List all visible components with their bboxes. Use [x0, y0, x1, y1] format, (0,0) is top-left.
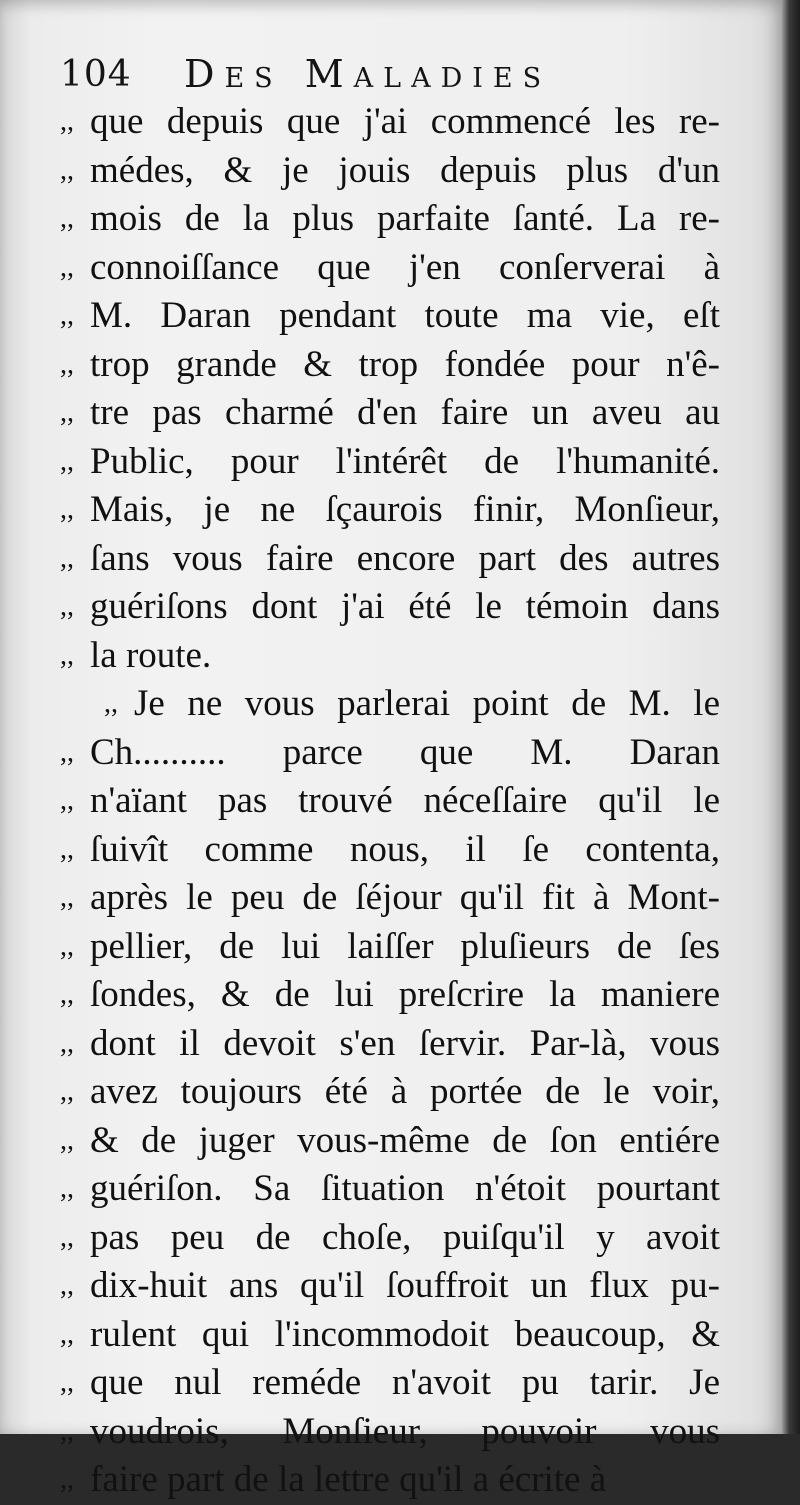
quotation-mark: ,,: [60, 300, 74, 331]
line-text: tre pas charmé d'en faire un aveu au: [90, 392, 720, 433]
line-text: dont il devoit s'en ſervir. Par-là, vous: [90, 1022, 720, 1064]
text-line: [60, 1117, 720, 1166]
quotation-mark: ,,: [60, 154, 74, 186]
line-text: guériſon. Sa ſituation n'étoit pourtant: [90, 1168, 720, 1209]
quotation-mark: ,,: [60, 397, 74, 428]
quotation-mark: ,,: [60, 882, 74, 913]
line-text: dix-huit ans qu'il ſouffroit un flux pu-: [90, 1265, 720, 1306]
line-text: que depuis que j'ai commencé les re-: [90, 101, 720, 142]
quotation-mark: ,,: [60, 1318, 74, 1350]
text-line: [60, 1214, 720, 1263]
text-line: [60, 1262, 720, 1311]
line-text: Mais, je ne ſçaurois finir, Monſieur,: [90, 489, 720, 530]
quotation-mark: ,,: [60, 542, 74, 574]
line-text: la route.: [90, 634, 212, 676]
quotation-mark: ,,: [104, 688, 118, 719]
text-line: [60, 680, 720, 729]
line-text: pas peu de choſe, puiſqu'il y avoit: [90, 1216, 720, 1258]
quotation-mark: ,,: [60, 251, 74, 283]
line-text: & de juger vous-même de ſon entiére: [90, 1119, 720, 1161]
quotation-mark: ,,: [60, 1221, 74, 1253]
quotation-mark: ,,: [60, 639, 74, 671]
text-line: [60, 292, 720, 341]
body-text: [60, 98, 720, 1505]
quotation-mark: ,,: [60, 1270, 74, 1301]
line-text: après le peu de ſéjour qu'il fit à Mont-: [90, 877, 720, 918]
quotation-mark: ,,: [60, 203, 74, 234]
text-line: [60, 632, 720, 681]
line-text: mois de la plus parfaite ſanté. La re-: [90, 198, 720, 239]
text-line: [60, 826, 720, 875]
quotation-mark: ,,: [60, 833, 74, 865]
text-line: [60, 341, 720, 390]
text-line: [60, 438, 720, 487]
text-line: [60, 147, 720, 196]
quotation-mark: ,,: [60, 1415, 74, 1447]
line-text: médes, & je jouis depuis plus d'un: [90, 149, 720, 191]
text-line: [60, 486, 720, 535]
text-line: [60, 729, 720, 778]
line-text: faire part de la lettre qu'il a écrite à: [90, 1459, 607, 1500]
quotation-mark: ,,: [60, 1173, 74, 1204]
line-text: voudrois, Monſieur, pouvoir vous: [90, 1410, 720, 1452]
quotation-mark: ,,: [60, 979, 74, 1010]
quotation-mark: ,,: [60, 1027, 74, 1059]
text-line: [60, 1408, 720, 1457]
page-number: 104: [60, 54, 132, 95]
line-text: connoiſſance que j'en conſerverai à: [90, 246, 720, 288]
quotation-mark: ,,: [60, 785, 74, 816]
text-line: [60, 1020, 720, 1069]
quotation-mark: ,,: [60, 348, 74, 380]
text-line: [60, 535, 720, 584]
quotation-mark: ,,: [60, 1124, 74, 1156]
page-edge-shadow: [782, 0, 800, 1434]
text-line: [60, 1359, 720, 1408]
quotation-mark: ,,: [60, 930, 74, 962]
text-line: [60, 874, 720, 923]
quotation-mark: ,,: [60, 736, 74, 768]
text-line: [60, 195, 720, 244]
quotation-mark: ,,: [60, 591, 74, 622]
text-line: [60, 583, 720, 632]
line-text: que nul reméde n'avoit pu tarir. Je: [90, 1362, 720, 1403]
line-text: M. Daran pendant toute ma vie, eſt: [90, 295, 720, 336]
line-text: Public, pour l'intérêt de l'humanité.: [90, 440, 720, 482]
line-text: avez toujours été à portée de le voir,: [90, 1071, 720, 1112]
page-header: [60, 52, 760, 102]
line-text: trop grande & trop fondée pour n'ê-: [90, 343, 720, 385]
line-text: n'aïant pas trouvé néceſſaire qu'il le: [90, 780, 720, 821]
text-line: [60, 1456, 720, 1505]
quotation-mark: ,,: [60, 1367, 74, 1398]
line-text: ſans vous faire encore part des autres: [90, 537, 720, 579]
line-text: Ch.......... parce que M. Daran: [90, 731, 720, 773]
text-line: [60, 389, 720, 438]
text-line: [60, 923, 720, 972]
quotation-mark: ,,: [60, 445, 74, 477]
line-text: pellier, de lui laiſſer pluſieurs de ſes: [90, 925, 720, 967]
running-title: Des Maladies: [184, 52, 552, 96]
text-line: [60, 971, 720, 1020]
line-text: rulent qui l'incommodoit beaucoup, &: [90, 1313, 720, 1355]
line-text: guériſons dont j'ai été le témoin dans: [90, 586, 720, 627]
quotation-mark: ,,: [60, 1464, 74, 1495]
text-line: [60, 1068, 720, 1117]
line-text: ſuivît comme nous, il ſe contenta,: [90, 828, 720, 870]
line-text: ſondes, & de lui preſcrire la maniere: [90, 974, 720, 1015]
text-line: [60, 1165, 720, 1214]
quotation-mark: ,,: [60, 106, 74, 137]
text-line: [60, 777, 720, 826]
quotation-mark: ,,: [60, 494, 74, 525]
text-line: [60, 98, 720, 147]
text-line: [60, 1311, 720, 1360]
line-text: Je ne vous parlerai point de M. le: [134, 683, 720, 724]
text-line: [60, 244, 720, 293]
quotation-mark: ,,: [60, 1076, 74, 1107]
